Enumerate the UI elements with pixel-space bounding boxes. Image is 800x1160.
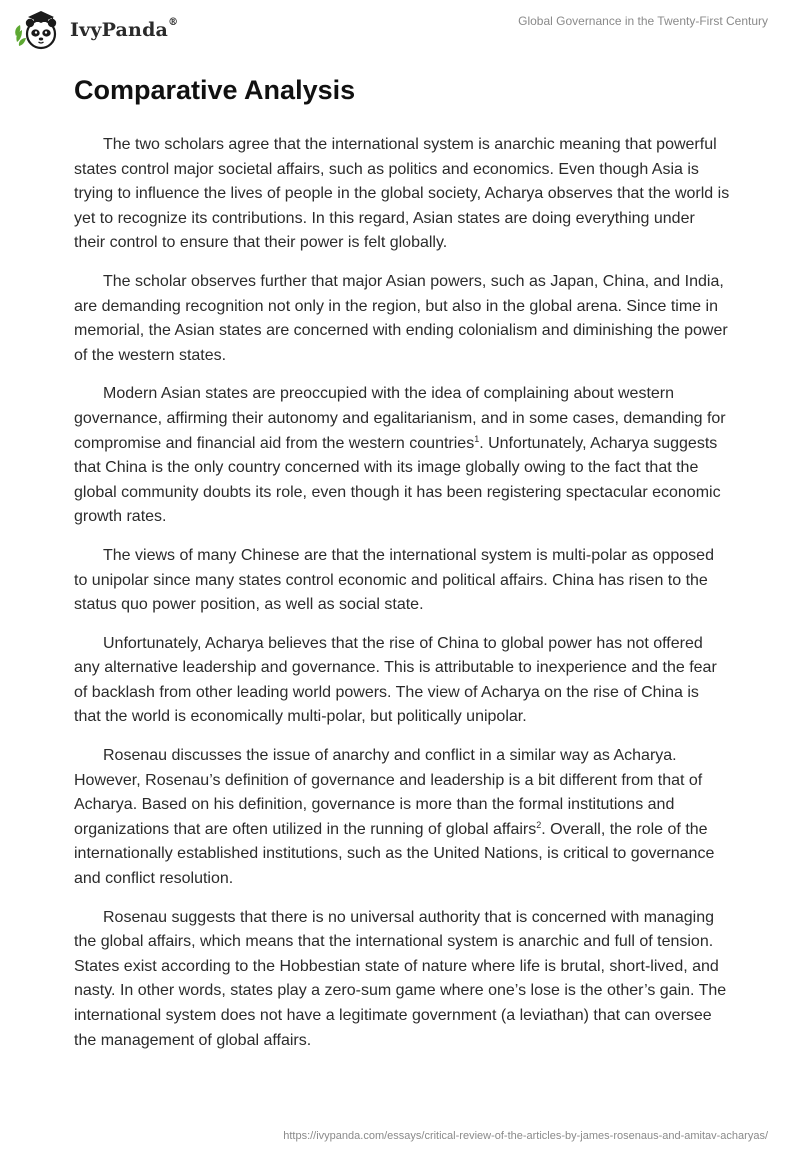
paragraph-5: Unfortunately, Acharya believes that the rise of China to global power has not offered any alternative leadership and governance. This is attributable to inexperience and the fear of backlash from other leading world powers. The view of Acharya on the rise of China is that the world is economically multi-polar, but politically unipolar.	[74, 634, 717, 726]
paragraph-3	[74, 382, 730, 530]
logo-wordmark	[70, 19, 178, 41]
paragraph-7: Rosenau suggests that there is no universal authority that is concerned with managing the global affairs, which means that the international system is anarchic and full of tension. States exist according to the Hobbestian state of nature where life is brutal, short-lived, and nasty. In other words, states play a zero-sum game where one’s lose is the other’s gain. The international system does not have a legitimate government (a leviathan) that can oversee the management of global affairs.	[74, 908, 727, 1049]
panda-graduate-icon	[14, 8, 62, 52]
footnote-ref-1[interactable]: 1	[474, 433, 480, 444]
paragraph-4: The views of many Chinese are that the international system is multi-polar as opposed to unipolar since many states control economic and political affairs. China has risen to the status quo power position, as well as social state.	[74, 546, 714, 614]
logo-name: IvyPanda	[70, 19, 169, 41]
paragraph-6-text-before: Rosenau discusses the issue of anarchy and conflict in a similar way as Acharya. However, Rosenau’s definition of governance and leadership is a bit different from that of Acharya. Based on his definition, governance is more than the formal institutions and organizations that are often utilized in the running of global affairs	[74, 747, 703, 838]
footnote-ref-2[interactable]: 2	[536, 819, 542, 830]
article-body	[74, 133, 730, 1067]
ivypanda-logo[interactable]	[14, 8, 178, 52]
section-heading: Comparative Analysis	[74, 75, 356, 105]
paragraph-3-text-before: Modern Asian states are preoccupied with the idea of complaining about western governance, affirming their autonomy and egalitarianism, and in some cases, demanding for compromise and financial aid from the western countries	[74, 385, 726, 452]
paragraph-6	[74, 744, 730, 892]
source-url[interactable]: https://ivypanda.com/essays/critical-review-of-the-articles-by-james-rosenaus-and-amitav-acharyas/	[283, 1130, 768, 1142]
paragraph-6-text-after: . Overall, the role of the internationally established institutions, such as the United Nations, is critical to governance and conflict resolution.	[74, 820, 715, 888]
paragraph-2: The scholar observes further that major Asian powers, such as Japan, China, and India, are demanding recognition not only in the region, but also in the global arena. Since time in memorial, the Asian states are concerned with ending colonialism and diminishing the power of the western states.	[74, 272, 728, 364]
registered-mark: ®	[168, 17, 179, 28]
document-title: Global Governance in the Twenty-First Century	[518, 14, 768, 28]
paragraph-1: The two scholars agree that the international system is anarchic meaning that powerful states control major societal affairs, such as politics and economics. Even though Asia is trying to influence the lives of people in the global society, Acharya observes that the world is yet to recognize its contributions. In this regard, Asian states are doing everything under their control to ensure that their power is felt globally.	[74, 136, 730, 252]
paragraph-3-text-after: . Unfortunately, Acharya suggests that China is the only country concerned with its image globally owing to the fact that the global community doubts its role, even though it has been registering spectacular economic growth rates.	[74, 434, 721, 526]
page-header	[0, 0, 800, 60]
